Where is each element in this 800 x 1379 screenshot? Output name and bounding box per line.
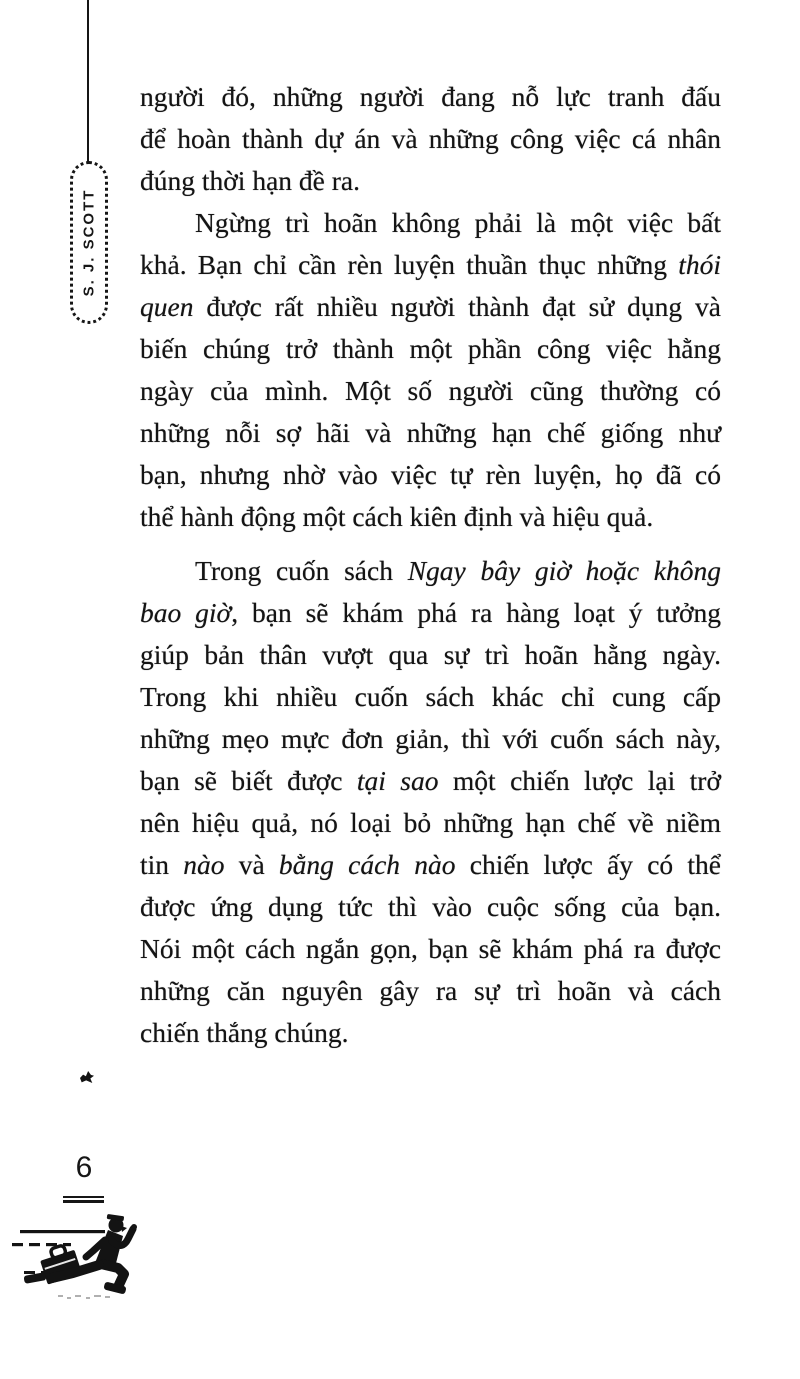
text-line: bạn sẽ biết được tại sao một chiến lược lại trở (140, 765, 721, 796)
text-line: nên hiệu quả, nó loại bỏ những hạn chế về niềm (140, 807, 721, 838)
text-line: chiến thắng chúng. (140, 1017, 349, 1048)
ink-blot-icon (80, 1071, 94, 1083)
text-line: quen được rất nhiều người thành đạt sử dụng và (140, 291, 721, 322)
text-line: tin nào và bằng cách nào chiến lược ấy có thể (140, 849, 721, 880)
text-line: biến chúng trở thành một phần công việc hằng (140, 333, 721, 364)
margin-rule (87, 0, 89, 162)
text-line: để hoàn thành dự án và những công việc cá nhân (140, 123, 721, 154)
page-number: 6 (75, 1151, 93, 1184)
text-line: Trong cuốn sách Ngay bây giờ hoặc không (195, 555, 722, 586)
text-line: Ngừng trì hoãn không phải là một việc bất (195, 207, 721, 238)
text-line: giúp bản thân vượt qua sự trì hoãn hằng ngày. (140, 639, 721, 670)
text-line: người đó, những người đang nỗ lực tranh đấu (140, 81, 721, 112)
text-line: những căn nguyên gây ra sự trì hoãn và cách (140, 975, 721, 1006)
running-man-logo-icon (0, 1205, 145, 1305)
paragraph (140, 202, 721, 538)
text-line: bạn, nhưng nhờ vào việc tự rèn luyện, họ đã có (140, 459, 721, 490)
author-tab (70, 161, 108, 324)
body-text (140, 76, 721, 1054)
text-line: bao giờ, bạn sẽ khám phá ra hàng loạt ý tưởng (140, 597, 721, 628)
author-name: S. J. SCOTT (80, 188, 98, 297)
paragraph (140, 550, 721, 1054)
text-line: đúng thời hạn đề ra. (140, 165, 360, 196)
text-line: Nói một cách ngắn gọn, bạn sẽ khám phá ra được (140, 933, 721, 964)
page-number-underline (63, 1196, 104, 1203)
text-line: được ứng dụng tức thì vào cuộc sống của bạn. (140, 891, 721, 922)
text-line: Trong khi nhiều cuốn sách khác chỉ cung cấp (140, 681, 721, 712)
text-line: ngày của mình. Một số người cũng thường có (140, 375, 721, 406)
text-line: những nỗi sợ hãi và những hạn chế giống như (140, 417, 721, 448)
text-line: những mẹo mực đơn giản, thì với cuốn sách này, (140, 723, 721, 754)
text-line: khả. Bạn chỉ cần rèn luyện thuần thục những thói (140, 249, 721, 280)
text-line: thể hành động một cách kiên định và hiệu quả. (140, 501, 654, 532)
paragraph (140, 76, 721, 202)
